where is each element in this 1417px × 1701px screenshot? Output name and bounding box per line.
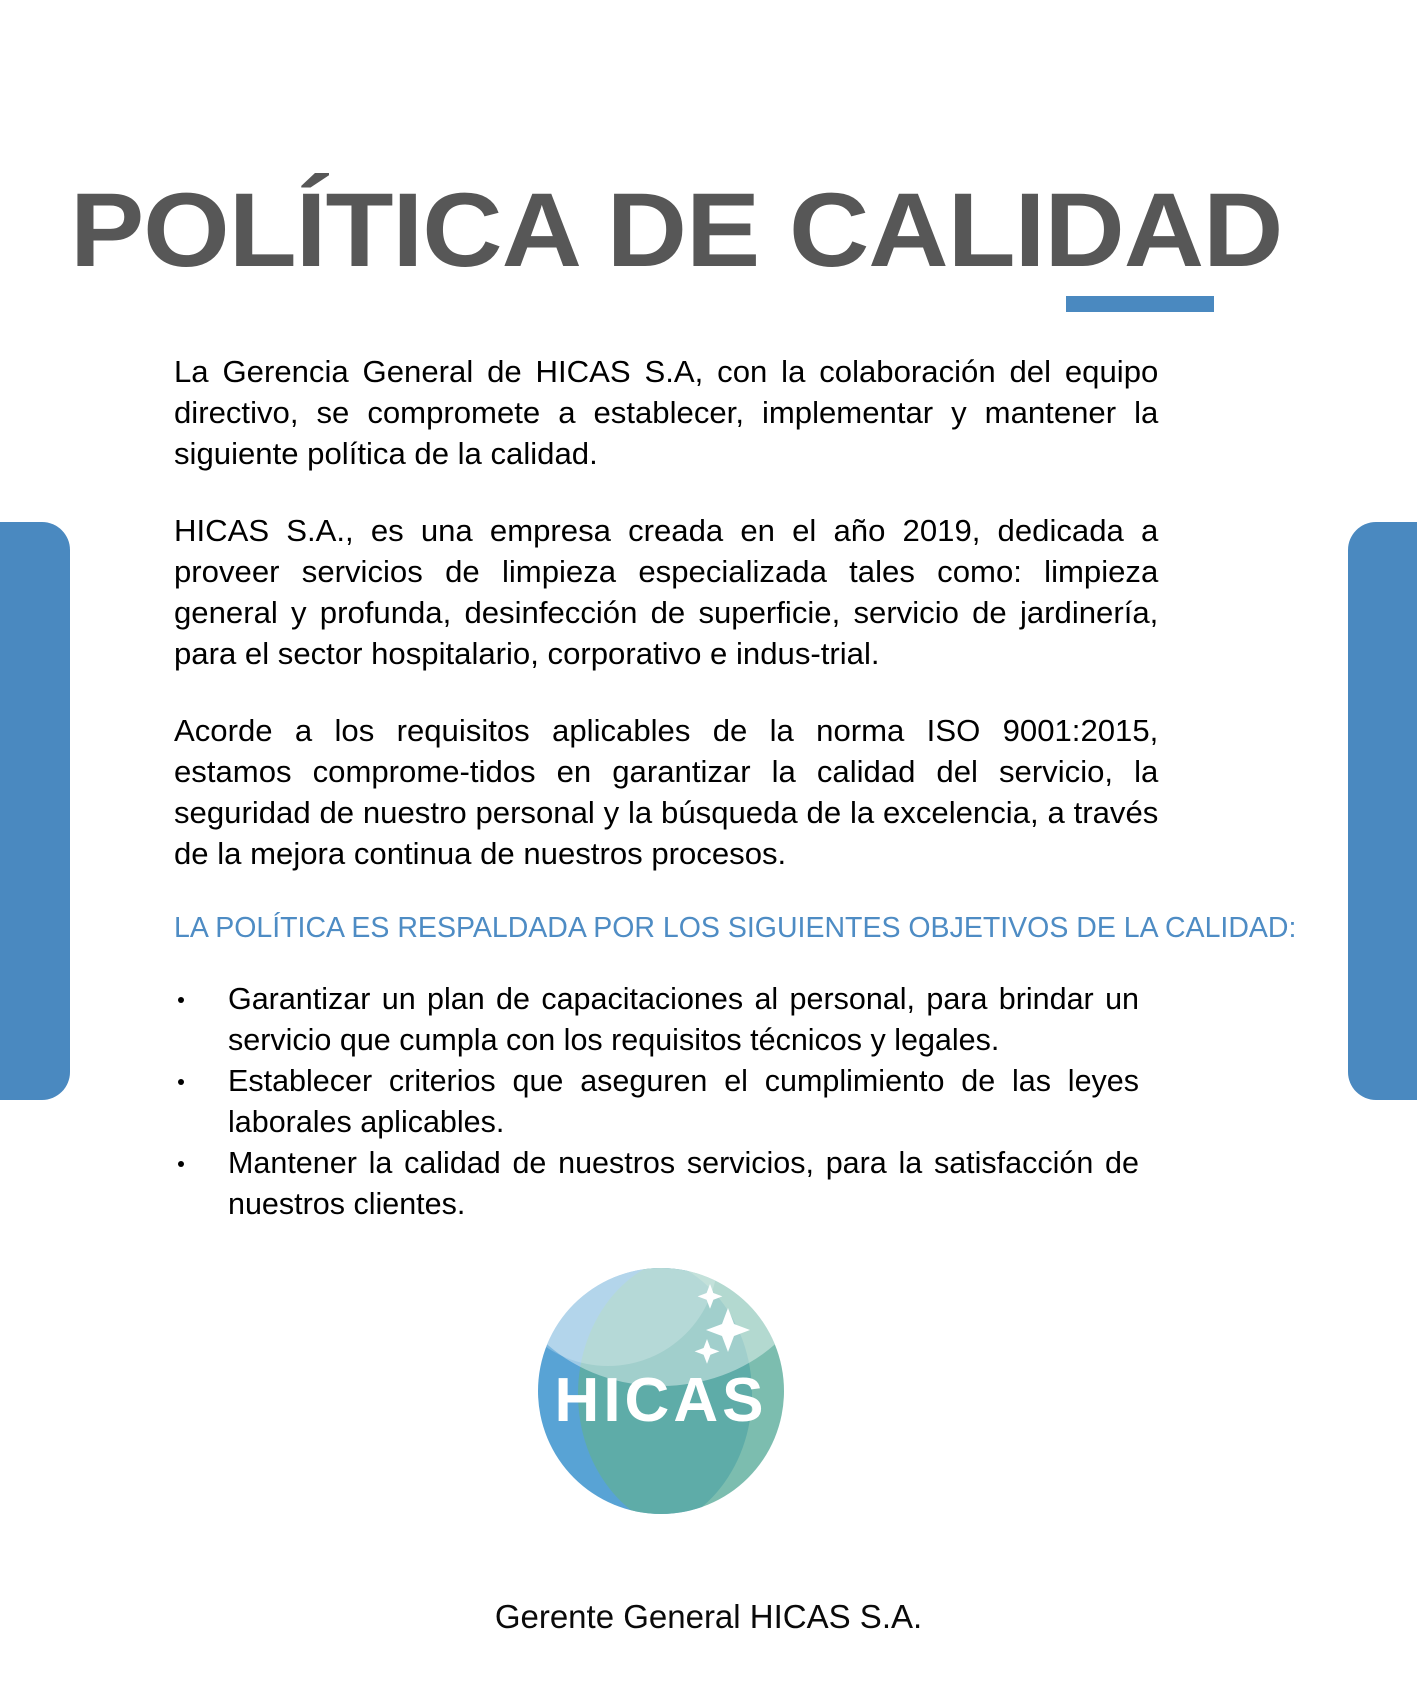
list-item (174, 1143, 1139, 1225)
list-item (174, 979, 1139, 1061)
bullet-dot-icon (178, 1079, 184, 1085)
list-item-text: Garantizar un plan de capacitaciones al personal, para brindar un servicio que cumpla con los requisitos técnicos y legales. (228, 982, 1139, 1057)
objectives-heading: LA POLÍTICA ES RESPALDADA POR LOS SIGUIENTES OBJETIVOS DE LA CALIDAD: (174, 912, 1297, 944)
list-item-text: Mantener la calidad de nuestros servicios, para la satisfacción de nuestros clientes. (228, 1146, 1139, 1221)
decorative-tab-right (1348, 522, 1417, 1100)
title-accent-bar (1066, 296, 1214, 312)
page-title: POLÍTICA DE CALIDAD (70, 172, 1283, 289)
document-body (174, 352, 1297, 1225)
bullet-dot-icon (178, 997, 184, 1003)
objectives-list (174, 979, 1139, 1225)
signature-caption: Gerente General HICAS S.A. (494, 1598, 923, 1635)
decorative-tab-left (0, 522, 70, 1100)
list-item (174, 1061, 1139, 1143)
list-item-text: Establecer criterios que aseguren el cumplimiento de las leyes laborales aplicables. (228, 1064, 1139, 1139)
bullet-dot-icon (178, 1161, 184, 1167)
paragraph-iso: Acorde a los requisitos aplicables de la norma ISO 9001:2015, estamos comprome-tidos en garantizar la calidad del servicio, la seguridad de nuestro personal y la búsqueda de la excelencia, a través de la mejora continua de nuestros procesos. (174, 714, 1159, 871)
logo-wordmark: HICAS (554, 1366, 768, 1435)
hicas-logo (538, 1216, 784, 1566)
paragraph-company: HICAS S.A., es una empresa creada en el año 2019, dedicada a proveer servicios de limpieza especializada tales como: limpieza general y profunda, desinfección de superficie, servicio de jardinería, para el sector hospitalario, corporativo e indus-trial. (174, 514, 1159, 671)
paragraph-intro: La Gerencia General de HICAS S.A, con la colaboración del equipo directivo, se compromete a establecer, implementar y mantener la siguiente política de la calidad. (174, 355, 1159, 471)
